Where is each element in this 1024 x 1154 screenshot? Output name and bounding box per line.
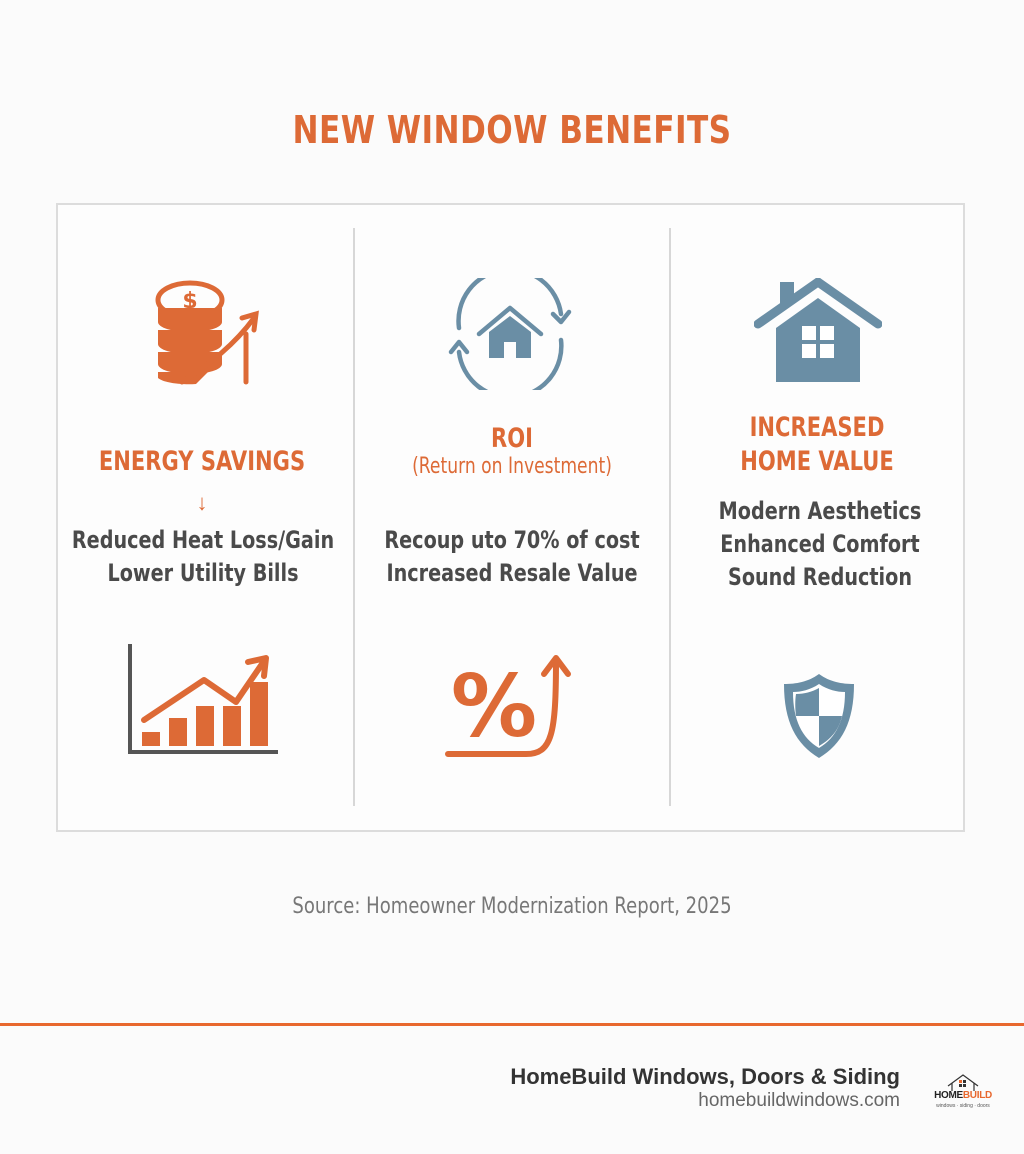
logo-tagline: windows · siding · doors bbox=[936, 1103, 990, 1109]
heading-line: INCREASED bbox=[749, 412, 885, 443]
company-name: HomeBuild Windows, Doors & Siding bbox=[510, 1064, 900, 1089]
page-title: NEW WINDOW BENEFITS bbox=[292, 108, 732, 152]
source-citation: Source: Homeowner Modernization Report, 2025 bbox=[292, 894, 732, 919]
column-divider bbox=[669, 228, 671, 806]
heading-roi: ROI bbox=[491, 423, 533, 454]
roi-details bbox=[376, 524, 648, 590]
detail-line: Modern Aesthetics bbox=[718, 497, 922, 525]
percent-up-arrow-icon bbox=[444, 654, 584, 762]
shield-icon bbox=[782, 672, 856, 760]
detail-line: Increased Resale Value bbox=[386, 559, 638, 587]
heading-energy-savings: ENERGY SAVINGS bbox=[98, 446, 306, 477]
house-cycle-arrows-icon bbox=[447, 278, 573, 390]
company-website-link[interactable]: homebuildwindows.com bbox=[698, 1090, 900, 1111]
detail-line: Sound Reduction bbox=[727, 563, 912, 591]
energy-savings-details bbox=[67, 524, 339, 590]
arrow-down-icon: ↓ bbox=[196, 490, 208, 515]
house-window-icon bbox=[754, 278, 882, 386]
svg-text:$: $ bbox=[182, 289, 198, 314]
heading-increased-home-value bbox=[700, 411, 934, 479]
home-value-details bbox=[684, 495, 956, 594]
logo-wordmark: HOMEBUILD bbox=[934, 1090, 992, 1101]
footer-divider bbox=[0, 1023, 1024, 1026]
svg-text:%: % bbox=[450, 657, 538, 757]
column-divider bbox=[353, 228, 355, 806]
detail-line: Enhanced Comfort bbox=[720, 530, 920, 558]
coins-growth-arrow-icon bbox=[150, 278, 265, 390]
homebuild-logo bbox=[932, 1072, 994, 1114]
detail-line: Recoup uto 70% of cost bbox=[384, 526, 640, 554]
heading-line: HOME VALUE bbox=[740, 446, 894, 477]
bar-chart-up-icon bbox=[126, 642, 282, 758]
detail-line: Lower Utility Bills bbox=[107, 559, 299, 587]
detail-line: Reduced Heat Loss/Gain bbox=[71, 526, 335, 554]
subheading-return-on-investment: (Return on Investment) bbox=[412, 454, 612, 479]
logo-house-icon bbox=[932, 1072, 994, 1092]
